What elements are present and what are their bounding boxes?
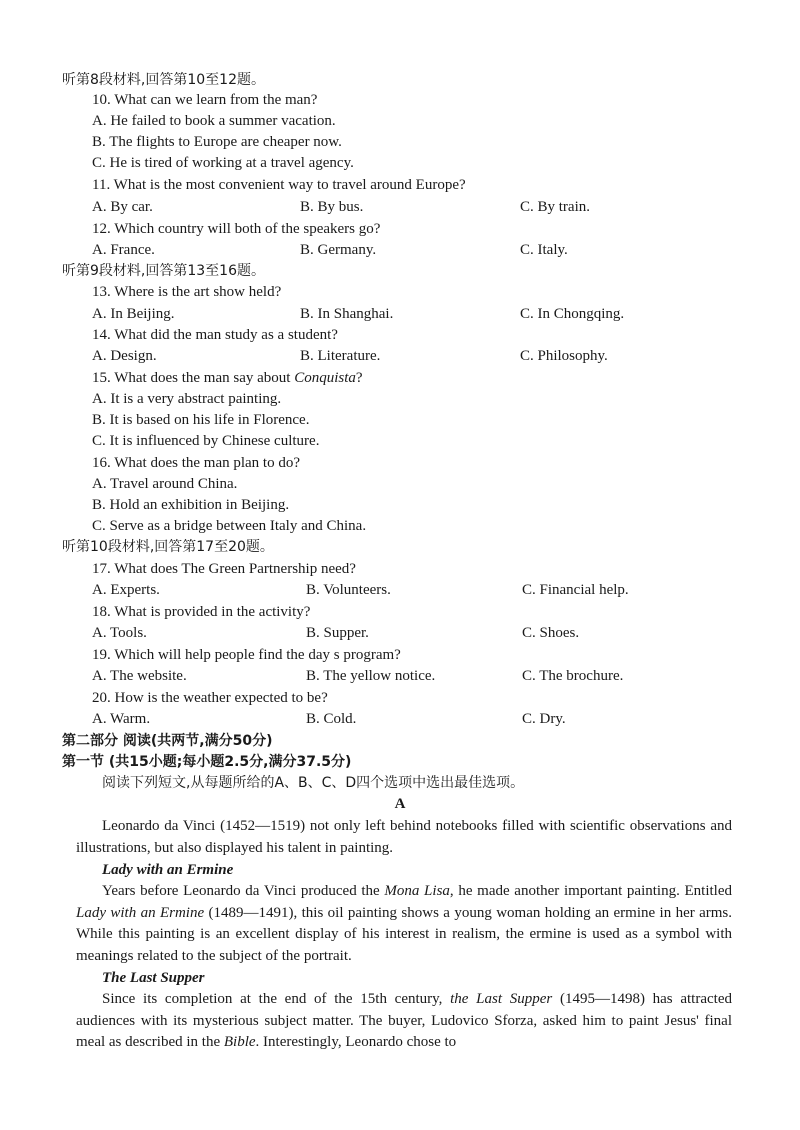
question-19-option-c: C. The brochure. <box>522 668 624 684</box>
section-10-title: 听第10段材料,回答第17至20题。 <box>62 539 274 555</box>
reading-instructions: 阅读下列短文,从每题所给的A、B、C、D四个选项中选出最佳选项。 <box>102 775 525 791</box>
passage-letter: A <box>394 796 406 812</box>
question-11-option-b: B. By bus. <box>300 199 364 215</box>
question-16-option-c: C. Serve as a bridge between Italy and China. <box>92 518 367 534</box>
question-12-option-b: B. Germany. <box>300 242 377 258</box>
question-18-option-b: B. Supper. <box>306 625 369 641</box>
question-12-option-a: A. France. <box>92 242 155 258</box>
question-18-option-a: A. Tools. <box>92 625 147 641</box>
question-17-stem: 17. What does The Green Partnership need? <box>92 561 356 577</box>
question-16-option-a: A. Travel around China. <box>92 476 238 492</box>
question-16-stem: 16. What does the man plan to do? <box>92 455 301 471</box>
question-18-option-c: C. Shoes. <box>522 625 580 641</box>
question-15-option-b: B. It is based on his life in Florence. <box>92 412 310 428</box>
question-11-option-c: C. By train. <box>520 199 590 215</box>
question-10-option-b: B. The flights to Europe are cheaper now. <box>92 134 342 150</box>
heading-the-last-supper: The Last Supper <box>102 970 205 986</box>
question-14-option-c: C. Philosophy. <box>520 348 608 364</box>
question-13-option-a: A. In Beijing. <box>92 306 175 322</box>
section-8-title: 听第8段材料,回答第10至12题。 <box>62 72 265 88</box>
question-19-option-b: B. The yellow notice. <box>306 668 436 684</box>
question-14-stem: 14. What did the man study as a student? <box>92 327 338 343</box>
question-13-option-b: B. In Shanghai. <box>300 306 394 322</box>
question-17-option-b: B. Volunteers. <box>306 582 391 598</box>
question-11-stem: 11. What is the most convenient way to travel around Europe? <box>92 177 466 193</box>
question-15-option-a: A. It is a very abstract painting. <box>92 391 282 407</box>
paragraph-the-last-supper: Since its completion at the end of the 15th century, the Last Supper (1495—1498) has attracted audiences with its mysterious subject matter. The buyer, Ludovico Sforza, asked him to paint Jesus' final meal as described in the Bible. Interestingly, Leonardo chose to <box>76 991 732 1050</box>
question-15-option-c: C. It is influenced by Chinese culture. <box>92 433 320 449</box>
question-19-stem: 19. Which will help people find the day s program? <box>92 647 401 663</box>
question-19-option-a: A. The website. <box>92 668 187 684</box>
question-14-option-a: A. Design. <box>92 348 157 364</box>
section-9-title: 听第9段材料,回答第13至16题。 <box>62 263 265 279</box>
question-13-option-c: C. In Chongqing. <box>520 306 625 322</box>
question-17-option-a: A. Experts. <box>92 582 160 598</box>
question-13-stem: 13. Where is the art show held? <box>92 284 282 300</box>
question-17-option-c: C. Financial help. <box>522 582 629 598</box>
question-18-stem: 18. What is provided in the activity? <box>92 604 311 620</box>
question-14-option-b: B. Literature. <box>300 348 381 364</box>
heading-lady-with-an-ermine: Lady with an Ermine <box>102 862 234 878</box>
reading-section-1-title: 第一节 (共15小题;每小题2.5分,满分37.5分) <box>62 754 352 770</box>
paragraph-lady-with-an-ermine: Years before Leonardo da Vinci produced the Mona Lisa, he made another important painting. Entitled Lady with an Ermine (1489—1491), this oil painting shows a young woman holding an ermine in her arms. While this painting is an excellent display of his interest in realism, the ermine is used as a symbol with meanings related to the subject of the portrait. <box>76 883 733 964</box>
question-20-stem: 20. How is the weather expected to be? <box>92 690 328 706</box>
question-12-stem: 12. Which country will both of the speakers go? <box>92 221 381 237</box>
question-10-option-c: C. He is tired of working at a travel agency. <box>92 155 354 171</box>
question-10-stem: 10. What can we learn from the man? <box>92 92 318 108</box>
passage-intro: Leonardo da Vinci (1452—1519) not only left behind notebooks filled with scientific observations and illustrations, but also displayed his talent in painting. <box>76 818 732 856</box>
question-16-option-b: B. Hold an exhibition in Beijing. <box>92 497 290 513</box>
question-20-option-b: B. Cold. <box>306 711 357 727</box>
question-15-stem: 15. What does the man say about Conquista? <box>92 370 363 386</box>
question-10-option-a: A. He failed to book a summer vacation. <box>92 113 336 129</box>
question-20-option-a: A. Warm. <box>92 711 151 727</box>
question-20-option-c: C. Dry. <box>522 711 566 727</box>
question-12-option-c: C. Italy. <box>520 242 568 258</box>
reading-part-title: 第二部分 阅读(共两节,满分50分) <box>62 733 273 749</box>
question-11-option-a: A. By car. <box>92 199 153 215</box>
